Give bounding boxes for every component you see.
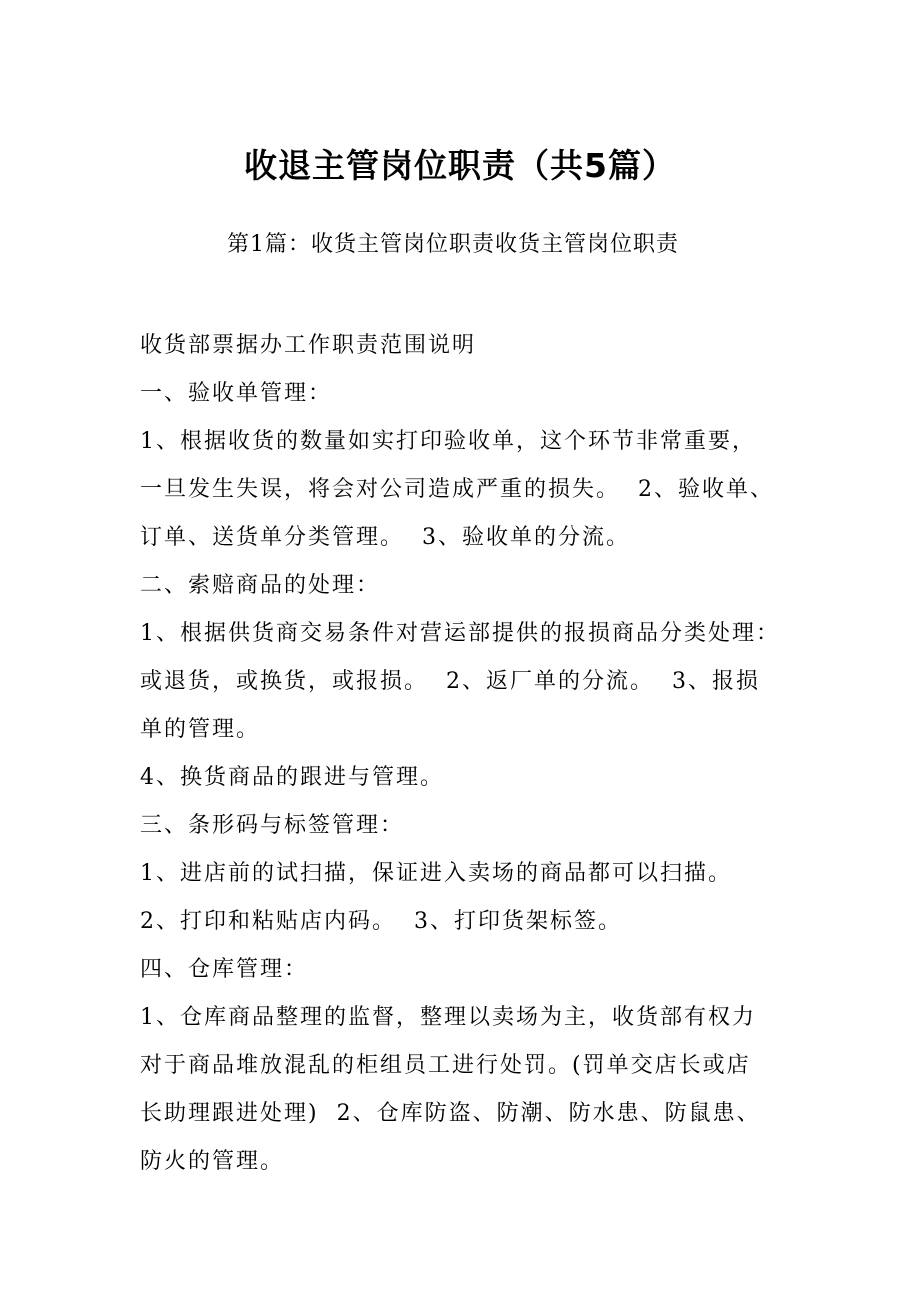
body-line: 收货部票据办工作职责范围说明 [140, 333, 477, 358]
body-line: 4、换货商品的跟进与管理。 [140, 765, 444, 790]
body-line: 1、进店前的试扫描，保证进入卖场的商品都可以扫描。 [140, 861, 732, 886]
body-line: 四、仓库管理： [140, 957, 309, 982]
body-line: 三、条形码与标签管理： [140, 813, 405, 838]
body-line: 一、验收单管理： [140, 381, 333, 406]
body-line: 订单、送货单分类管理。 3、验收单的分流。 [140, 525, 630, 550]
body-line: 防火的管理。 [140, 1149, 285, 1174]
body-line: 二、索赔商品的处理： [140, 573, 381, 598]
body-line: 长助理跟进处理) 2、仓库防盗、防潮、防水患、防鼠患、 [140, 1101, 761, 1126]
body-line: 对于商品堆放混乱的柜组员工进行处罚。(罚单交店长或店 [140, 1053, 751, 1078]
body-line: 一旦发生失误，将会对公司造成严重的损失。 2、验收单、 [140, 477, 774, 502]
body-line: 或退货，或换货，或报损。 2、返厂单的分流。 3、报损 [140, 669, 760, 694]
document-title: 收退主管岗位职责（共5篇） [244, 146, 676, 185]
body-line: 单的管理。 [140, 717, 261, 742]
body-line: 1、仓库商品整理的监督，整理以卖场为主，收货部有权力 [140, 1005, 756, 1030]
document-subtitle: 第1篇：收货主管岗位职责收货主管岗位职责 [227, 232, 679, 257]
body-line: 1、根据收货的数量如实打印验收单，这个环节非常重要， [140, 429, 756, 454]
body-line: 1、根据供货商交易条件对营运部提供的报损商品分类处理： [140, 621, 780, 646]
document-body [140, 322, 800, 1186]
body-line: 2、打印和粘贴店内码。 3、打印货架标签。 [140, 909, 622, 934]
